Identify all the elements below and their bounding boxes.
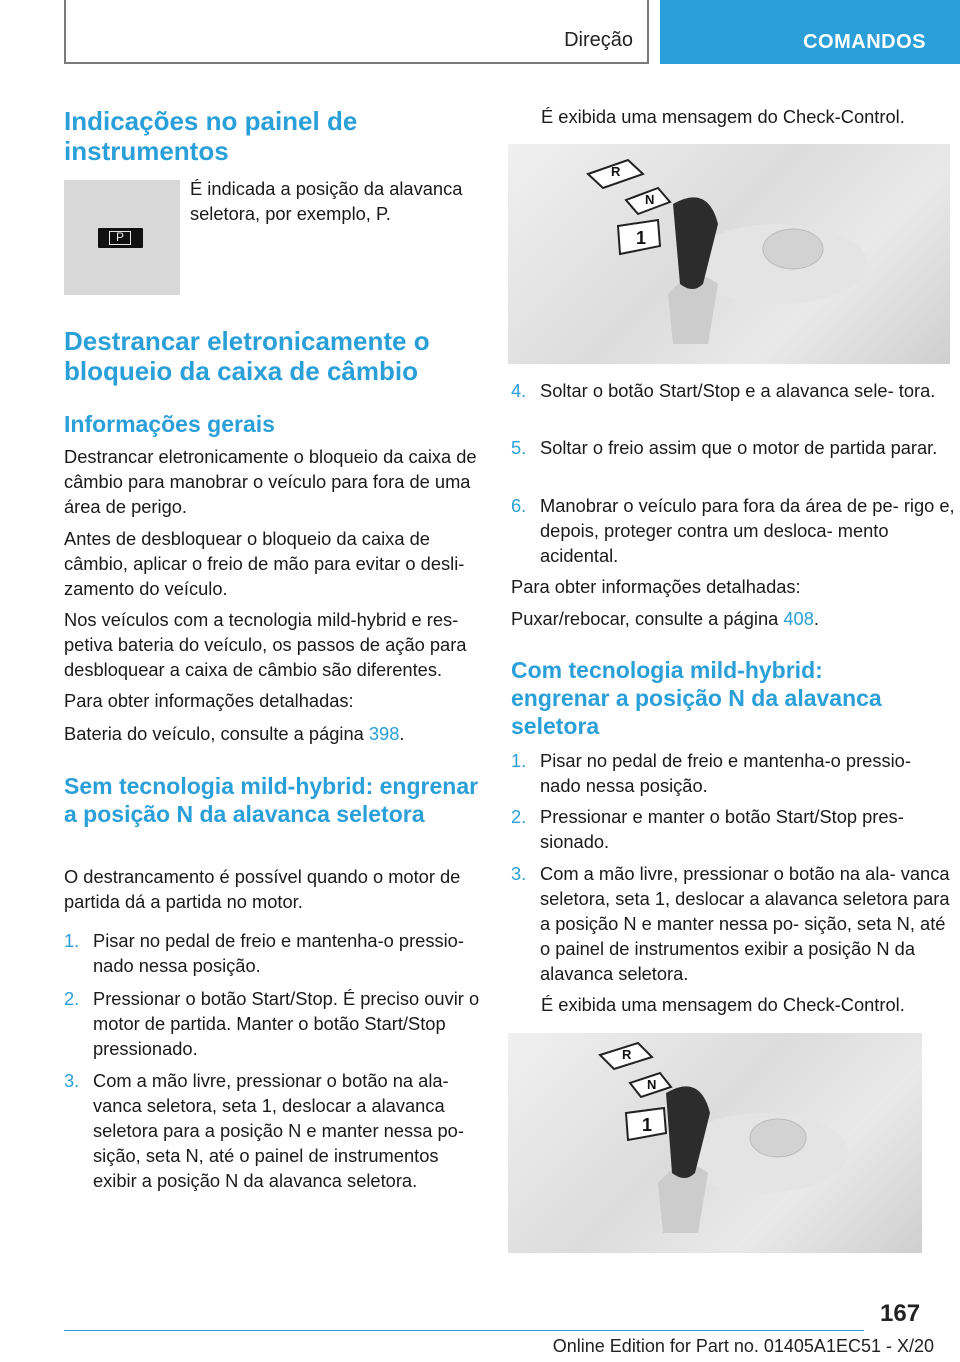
- header-section-box: [64, 0, 649, 64]
- page-number: 167: [880, 1300, 921, 1327]
- footer-divider: [64, 1330, 864, 1331]
- list-item-number: 4.: [511, 380, 527, 401]
- controller-knob: [763, 229, 823, 269]
- list-item-number: 2.: [64, 988, 80, 1009]
- list-item-text: Com a mão livre, pressionar o botão na ala‐ vanca seletora, seta 1, deslocar a alavanca seletora para a posição N e manter nessa po‐ sição, seta N, até o painel de instrumentos exibir a posição N da alavanca seletora.: [540, 863, 950, 984]
- list-item: [511, 493, 955, 568]
- arrow-r-label: R: [622, 1047, 632, 1062]
- header-chapter-tab: COMANDOS: [660, 0, 960, 64]
- list-item-text: Soltar o freio assim que o motor de partida parar.: [540, 437, 938, 458]
- gear-indicator-icon: [98, 228, 143, 248]
- heading-with-mild-hybrid: Com tecnologia mild‑hybrid: engrenar a posição N da alavanca seletora: [511, 657, 882, 739]
- towing-ref-suffix: .: [813, 608, 819, 629]
- list-item-text: Pisar no pedal de freio e mantenha-o pressio‐ nado nessa posição.: [93, 930, 464, 976]
- towing-ref-text: Puxar/rebocar, consulte a página: [511, 608, 784, 629]
- list-item-number: 3.: [511, 863, 527, 884]
- header-section-title: Direção: [564, 29, 633, 51]
- check-control-message-top: É exibida uma mensagem do Check-Control.: [541, 106, 905, 127]
- paragraph-starter-unlock: O destrancamento é possível quando o motor de partida dá a partida no motor.: [64, 866, 461, 912]
- list-item-text: Com a mão livre, pressionar o botão na ala‐ vanca seletora, seta 1, deslocar a alavanca seletora para a posição N e manter nessa po‐ sição, seta N, até o painel de instrumentos exibir a posição N da alavanca seletora.: [93, 1070, 464, 1191]
- page-link-398[interactable]: 398: [368, 723, 400, 744]
- paragraph-purpose: Destrancar eletronicamente o bloqueio da caixa de câmbio para manobrar o veículo para fora de uma área de perigo.: [64, 446, 477, 517]
- arrow-1-label: 1: [642, 1115, 653, 1135]
- check-control-message-bottom: É exibida uma mensagem do Check-Control.: [541, 994, 905, 1015]
- list-item-number: 5.: [511, 437, 527, 458]
- paragraph-battery-ref: [64, 721, 480, 746]
- page-link-408[interactable]: 408: [783, 608, 814, 629]
- list-item-text: Pisar no pedal de freio e mantenha-o pressio‐ nado nessa posição.: [540, 750, 911, 796]
- list-item-number: 1.: [64, 930, 80, 951]
- gear-selector-photo-2: [508, 1033, 922, 1253]
- list-item: [64, 1068, 480, 1193]
- list-item: [64, 986, 480, 1061]
- list-item-text: Manobrar o veículo para fora da área de pe‐ rigo e, depois, proteger contra um desloca‐ mento acidental.: [540, 495, 955, 566]
- controller-knob: [750, 1119, 806, 1157]
- heading-dashboard-indications: Indicações no painel de instrumentos: [64, 106, 358, 166]
- paragraph-more-info: Para obter informações detalhadas:: [64, 690, 354, 711]
- gear-indicator-label: P: [109, 231, 131, 245]
- list-item-text: Pressionar e manter o botão Start/Stop pres‐ sionado.: [540, 806, 904, 852]
- list-item-text: Soltar o botão Start/Stop e a alavanca sele‐ tora.: [540, 380, 936, 401]
- list-item-number: 6.: [511, 495, 527, 516]
- heading-general-info: Informações gerais: [64, 411, 275, 437]
- arrow-r-label: R: [611, 164, 621, 179]
- list-item: [511, 861, 955, 986]
- gear-selector-illustration: [508, 1033, 922, 1253]
- paragraph-more-info: Para obter informações detalhadas:: [511, 576, 801, 597]
- battery-ref-text: Bateria do veículo, consulte a página: [64, 723, 369, 744]
- list-item: [511, 378, 955, 403]
- paragraph-handbrake: Antes de desbloquear o bloqueio da caixa de câmbio, aplicar o freio de mão para evitar o desli‐ zamento do veículo.: [64, 528, 465, 599]
- list-item-text: Pressionar o botão Start/Stop. É preciso ouvir o motor de partida. Manter o botão Start/Stop pressionado.: [93, 988, 480, 1059]
- list-item: [511, 804, 955, 854]
- list-item: [64, 928, 480, 978]
- gear-selector-photo-1: [508, 144, 950, 364]
- heading-electronic-unlock: Destrancar eletronicamente o bloqueio da caixa de câmbio: [64, 326, 430, 386]
- list-item: [511, 435, 955, 460]
- list-item-number: 3.: [64, 1070, 80, 1091]
- footer-edition: Online Edition for Part no. 01405A1EC51 - X/20: [552, 1336, 934, 1356]
- gear-selector-illustration: [508, 144, 950, 364]
- paragraph-towing-ref: [511, 606, 955, 631]
- arrow-n-label: N: [647, 1077, 657, 1092]
- list-item-number: 2.: [511, 806, 527, 827]
- display-description: É indicada a posição da alavanca seletora, por exemplo, P.: [190, 178, 463, 224]
- list-item: [511, 748, 955, 798]
- battery-ref-suffix: .: [399, 723, 405, 744]
- paragraph-mild-hybrid: Nos veículos com a tecnologia mild‑hybrid e res‐ petiva bateria do veículo, os passos de ação para desbloquear a caixa de câmbio são diferentes.: [64, 609, 467, 680]
- arrow-n-label: N: [645, 192, 655, 207]
- list-item-number: 1.: [511, 750, 527, 771]
- arrow-1-label: 1: [636, 228, 647, 248]
- dashboard-display-image: [64, 180, 180, 295]
- heading-without-mild-hybrid: Sem tecnologia mild‑hybrid: engrenar a posição N da alavanca seletora: [64, 773, 479, 827]
